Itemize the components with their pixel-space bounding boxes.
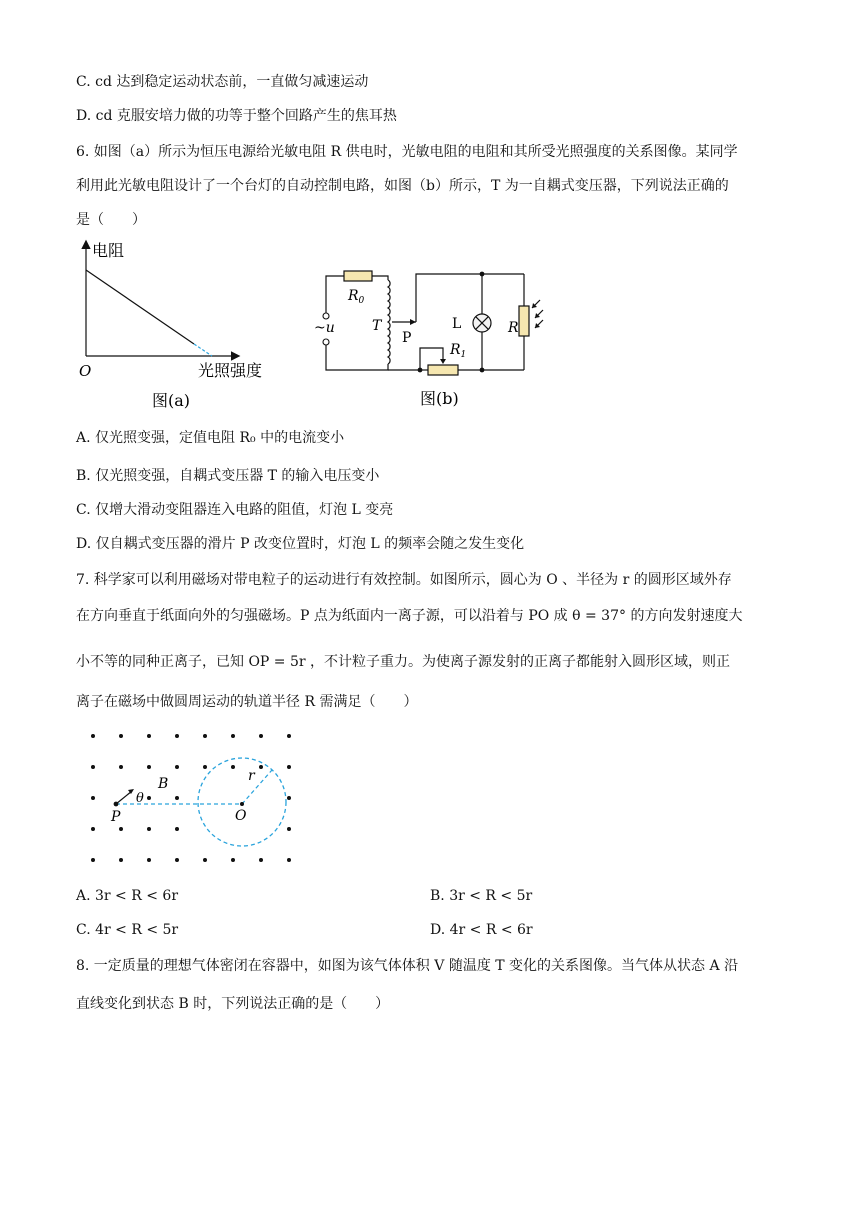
r-label: R xyxy=(508,320,519,336)
field-dots xyxy=(91,734,291,862)
q6-stem-line-3: 是（ ） xyxy=(76,212,146,228)
y-axis-label: 电阻 xyxy=(92,241,125,260)
q8-stem-line-1: 8. 一定质量的理想气体密闭在容器中，如图为该气体体积 V 随温度 T 变化的关系图像。当气体从状态 A 沿 xyxy=(76,958,739,974)
photoresistor-r xyxy=(519,306,529,336)
resistor-r0 xyxy=(344,271,372,281)
q7-option-b: B. 3r < R < 5r xyxy=(430,888,533,904)
radius-line xyxy=(242,770,272,804)
q7-option-a: A. 3r < R < 6r xyxy=(76,888,179,904)
q6-stem-line-1: 6. 如图（a）所示为恒压电源给光敏电阻 R 供电时，光敏电阻的电阻和其所受光照强度的关系图像。某同学 xyxy=(76,144,738,160)
q6-option-c: C. 仅增大滑动变阻器连入电路的阻值，灯泡 L 变亮 xyxy=(76,502,394,518)
q7-stem-line-4: 离子在磁场中做圆周运动的轨道半径 R 需满足（ ） xyxy=(76,694,418,710)
q6-option-b: B. 仅光照变强，自耦式变压器 T 的输入电压变小 xyxy=(76,468,380,484)
t-label: T xyxy=(372,318,382,334)
point-p-label: P xyxy=(111,809,121,825)
l-label: L xyxy=(452,316,462,332)
resistance-line xyxy=(86,270,194,344)
resistance-line-dashed xyxy=(194,344,212,356)
figure-b-circuit xyxy=(310,262,560,412)
x-axis-label: 光照强度 xyxy=(198,361,263,380)
autotransformer-coil xyxy=(388,280,390,364)
p-label: P xyxy=(402,330,412,346)
velocity-direction xyxy=(116,791,132,804)
q7-option-c: C. 4r < R < 5r xyxy=(76,922,179,938)
q6-option-a: A. 仅光照变强，定值电阻 R₀ 中的电流变小 xyxy=(76,430,345,446)
figure-a-caption: 图(a) xyxy=(152,391,191,410)
point-b-label: B xyxy=(158,776,169,792)
figure-b-caption: 图(b) xyxy=(420,389,459,408)
r1-label: $R_1$ xyxy=(450,342,467,360)
figure-q7-magnetic-field xyxy=(80,724,310,874)
figure-a-resistance-graph xyxy=(70,236,280,412)
q7-stem-line-1: 7. 科学家可以利用磁场对带电粒子的运动进行有效控制。如图所示，圆心为 O 、半径为 r 的圆形区域外存 xyxy=(76,572,732,588)
q7-option-d: D. 4r < R < 6r xyxy=(430,922,533,938)
point-o-label: O xyxy=(235,808,247,824)
q5-option-c: C. cd 达到稳定运动状态前，一直做匀减速运动 xyxy=(76,74,369,90)
q6-stem-line-2: 利用此光敏电阻设计了一个台灯的自动控制电路，如图（b）所示，T 为一自耦式变压器，下列说法正确的 xyxy=(76,178,729,194)
r0-label: $R_0$ xyxy=(348,288,365,306)
radius-r-label: r xyxy=(248,768,255,784)
origin-label: O xyxy=(79,362,92,380)
q8-stem-line-2: 直线变化到状态 B 时，下列说法正确的是（ ） xyxy=(76,996,390,1012)
q7-stem-line-2: 在方向垂直于纸面向外的匀强磁场。P 点为纸面内一离子源，可以沿着与 PO 成 θ = 37° 的方向发射速度大 xyxy=(76,608,743,624)
q7-stem-line-3: 小不等的同种正离子，已知 OP = 5r ，不计粒子重力。为使离子源发射的正离子都能射入圆形区域，则正 xyxy=(76,654,731,670)
rheostat-r1 xyxy=(428,365,458,375)
theta-label: θ xyxy=(136,791,144,806)
q5-option-d: D. cd 克服安培力做的功等于整个回路产生的焦耳热 xyxy=(76,108,397,124)
q6-option-d: D. 仅自耦式变压器的滑片 P 改变位置时，灯泡 L 的频率会随之发生变化 xyxy=(76,536,525,552)
source-label: ~u xyxy=(314,320,335,336)
